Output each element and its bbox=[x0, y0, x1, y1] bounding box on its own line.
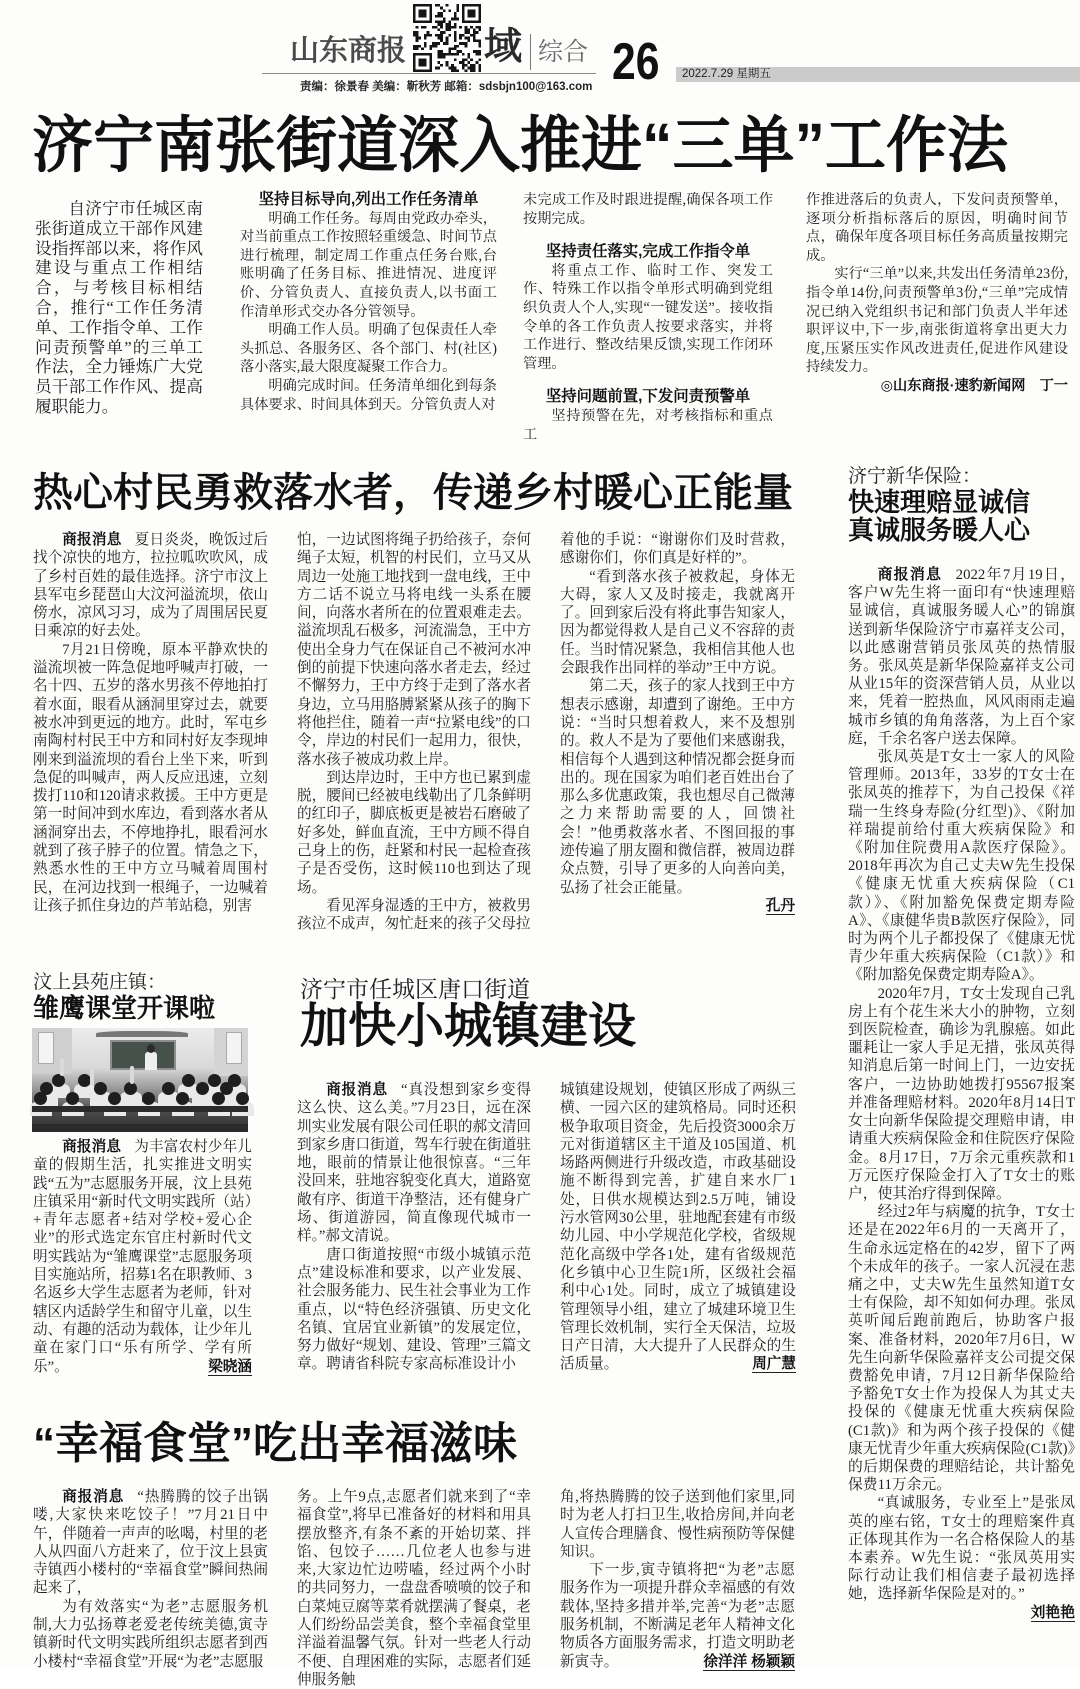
paragraph: “看到落水孩子被救起，身体无大碍，家人又及时接走，我就离开了。回到家后没有将此事告知家人，因为都觉得救人是自己义不容辞的责任。当时情况紧急，我相信其他人也会跟我作出同样的举动”王中方说。 bbox=[560, 568, 795, 677]
photo-desk-row bbox=[32, 1124, 248, 1132]
photo-student-head bbox=[196, 1082, 209, 1095]
classroom-photo bbox=[32, 1028, 248, 1132]
paragraph-text: 2022年7月19日，客户W先生将一面印有“快速理赔显诚信，真诚服务暖人心”的锦旗送到新华保险济宁市嘉祥支公司，以此感谢营销员张凤英的热情服务。张凤英是新华保险嘉祥支公司从业15年的资深营销人员，从业以来，凭着一腔热血，风风雨雨走遍城市乡镇的角角落落，为上百个家庭，千余名客户送去保障。 bbox=[848, 567, 1075, 747]
eagle-class-kicker: 汶上县苑庄镇： bbox=[33, 972, 167, 993]
photo-student-head bbox=[108, 1092, 121, 1105]
paragraph-continued: 未完成工作及时跟进提醒,确保各项工作按期完成。 bbox=[523, 192, 773, 227]
insurance-headline-line-1: 快速理赔显诚信 bbox=[848, 487, 1031, 517]
photo-student-head bbox=[162, 1082, 175, 1095]
photo-student-head bbox=[182, 1074, 195, 1087]
photo-student-head bbox=[142, 1092, 155, 1105]
photo-teacher bbox=[145, 1052, 157, 1070]
paragraph: 2020年7月，T女士发现自己乳房上有个花生米大小的肿物，立刻到医院检查，确诊为乳腺癌。如此噩耗让一家人手足无措，张凤英得知消息后第一时间上门，一边安抚客户，一边协助她拨打95567报案并准备理赔材料。2020年8月14日T女士向新华保险提交理赔申请，申请重大疾病保险金和住院医疗保险金。8月17日，7万余元重疾款和1万元医疗保险金打入了T女士的账户，使其治疗得到保障。 bbox=[848, 985, 1075, 1202]
paragraph bbox=[33, 531, 268, 641]
paragraph: 明确工作人员。明确了包保责任人牵头抓总、各服务区、各个部门、村(社区)落小落实,最大限度凝聚工作合力。 bbox=[240, 322, 497, 376]
town-headline: 加快小城镇建设 bbox=[300, 1000, 637, 1053]
paragraph: 将重点工作、临时工作、突发工作、特殊工作以指令单形式明确到党组织负责人个人,实现“一键发送”。接收指令单的各工作负责人按要求落实，并将工作进行、整改结果反馈,实现工作闭环管理。 bbox=[523, 262, 773, 372]
byline bbox=[848, 1604, 1075, 1622]
paragraph: 下一步,寅寺镇将把“为老”志愿服务作为一项提升群众幸福感的有效载体,坚持多措并举,完善“为老”志愿服务机制，不断满足老年人精神文化物质各方面服务需求，打造文明助老新寅寺。 bbox=[560, 1562, 795, 1670]
eagle-class-headline: 雏鹰课堂开课啦 bbox=[33, 993, 216, 1023]
masthead-rule bbox=[262, 73, 596, 74]
dateline: 商报消息 bbox=[62, 532, 122, 548]
paper-logo: 山东商报 bbox=[290, 35, 407, 67]
paragraph-text: 夏日炎炎，晚饭过后找个凉快的地方，拉拉呱吹吹风，成了乡村百姓的最佳选择。济宁市汶上县军屯乡琵琶山大汶河溢流坝，依山傍水，凉风习习，成为了周围居民夏日乘凉的好去处。 bbox=[33, 532, 268, 640]
section-glyph: 域 bbox=[484, 26, 523, 68]
photo-student-head bbox=[94, 1082, 107, 1095]
eagle-class-column bbox=[33, 1138, 252, 1380]
paragraph-text: 为丰富农村少年儿童的假期生活，扎实推进文明实践“五为”志愿服务开展，汶上县苑庄镇采用“新时代文明实践所（站）+青年志愿者+结对学校+爱心企业”的形式选定东官庄村新时代文明实践站为“雏鹰课堂”志愿服务项目实施站所，招募1名在职教师、3名返乡大学生志愿者为老师，针对辖区内适龄学生和留守儿童，以生动、有趣的活动为载体，让少年儿童在家门口“乐有所学、学有所乐”。 bbox=[33, 1139, 252, 1375]
paragraph-text: “热腾腾的饺子出锅喽,大家快来吃饺子！”7月21日中午，伴随着一声声的吆喝，村里的老人从四面八方赶来了，位于汶上县寅寺镇西小楼村的“幸福食堂”瞬间热闹起来了， bbox=[33, 1489, 268, 1597]
photo-raised-hand bbox=[90, 1068, 94, 1086]
byline-name: 孔丹 bbox=[765, 897, 795, 914]
photo-student-head bbox=[52, 1074, 65, 1087]
paragraph: 7月21日傍晚，原本平静欢快的溢流坝被一阵急促地呼喊声打破，一名十四、五岁的落水男孩不停地拍打着水面，眼看从涵洞里穿过去，就要被水冲到更远的地方。此时，军屯乡南陶村村民王中方和同村好友李现坤刚来到溢流坝的看台上坐下来，听到急促的叫喊声，两人反应迅速，立刻拨打110和120请求救援。王中方更是第一时间冲到水库边，看到落水者从涵洞穿出去，不停地挣扎，眼看河水就到了孩子脖子的位置。情急之下，熟悉水性的王中方立马喊着周围村民，在河边找到一根绳子，一边喊着让孩子抓住身边的芦苇站稳，别害 bbox=[33, 641, 268, 914]
dateline: 商报消息 bbox=[877, 567, 943, 583]
page-number: 26 bbox=[612, 33, 660, 91]
section-heading: 坚持问题前置,下发问责预警单 bbox=[545, 388, 751, 406]
paragraph-continued: 着他的手说：“谢谢你们及时营救，感谢你们，你们真是好样的”。 bbox=[560, 532, 795, 567]
rescue-column-2 bbox=[297, 531, 531, 933]
byline-name: 徐洋洋 杨颖颖 bbox=[703, 1653, 795, 1670]
paragraph: 看见浑身湿透的王中方，被救男孩泣不成声，匆忙赶来的孩子父母拉 bbox=[297, 897, 531, 933]
photo-student-head bbox=[212, 1092, 225, 1105]
photo-window bbox=[38, 1032, 54, 1064]
byline bbox=[560, 897, 795, 915]
lead-intro-paragraph: 自济宁市任城区南张街道成立干部作风建设指挥部以来，将作风建设与重点工作相结合，与考核目标相结合，推行“工作任务清单、工作指令单、工作问责预警单”的三单工作法，全力锤炼广大党员干部工作作风、提高履职能力。 bbox=[35, 199, 203, 416]
dateline: 商报消息 bbox=[326, 1082, 388, 1098]
canteen-headline: “幸福食堂”吃出幸福滋味 bbox=[33, 1419, 517, 1468]
photo-banner bbox=[96, 1031, 188, 1037]
paragraph bbox=[848, 566, 1075, 748]
lead-column-4 bbox=[806, 191, 1068, 415]
paragraph-continued: 务。上午9点,志愿者们就来到了“幸福食堂”,将早已准备好的材料和用具摆放整齐,有条不紊的开始切菜、拌馅、包饺子……几位老人也参与进来,大家边忙边唠嗑，经过两个小时的共同努力，一盘盘香喷喷的饺子和白菜炖豆腐等菜肴就摆满了餐桌，老人们纷纷品尝美食，整个幸福食堂里洋溢着温馨气氛。针对一些老人行动不便、自理困难的实际，志愿者们延伸服务触 bbox=[297, 1489, 531, 1688]
paragraph-text: “真没想到家乡变得这么快、这么美。”7月23日，远在深圳实业发展有限公司任职的郝文清回到家乡唐口街道，驾车行驶在街道驻地，眼前的情景让他很惊喜。“三年没回来，驻地容貌变化真大，道路宽敞有序、街道干净整洁，还有健身广场、街道游园，简直像现代城市一样。”郝文清说。 bbox=[297, 1082, 531, 1245]
canteen-column-3 bbox=[560, 1488, 795, 1668]
dateline: 商报消息 bbox=[62, 1489, 125, 1505]
insurance-kicker: 济宁新华保险： bbox=[848, 466, 982, 487]
town-column-2 bbox=[560, 1081, 796, 1393]
paragraph: 明确完成时间。任务清单细化到每条具体要求、时间具体到天。分管负责人对 bbox=[240, 377, 497, 413]
dateline: 商报消息 bbox=[62, 1139, 122, 1155]
section-heading: 坚持目标导向,列出工作任务清单 bbox=[258, 191, 479, 208]
paragraph: 经过2年与病魔的抗争，T女士还是在2022年6月的一天离开了，生命永远定格在的42岁，留下了两个未成年的孩子。一家人沉浸在悲痛之中，丈夫W先生虽然知道T女士有保险，却不知如何办理。张凤英听闻后跑前跑后，协助客户报案、准备材料，2020年7月6日，W先生向新华保险嘉祥支公司提交保费豁免申请，7月12日新华保险给予豁免T女士作为投保人为其丈夫投保的《健康无忧重大疾病保险(C1款)》和为两个孩子投保的《健康无忧青少年重大疾病保险(C1款)》的后期保费的理赔结论，共计豁免保费11万余元。 bbox=[848, 1204, 1075, 1494]
paragraph: 唐口街道按照“市级小城镇示范点”建设标准和要求，以产业发展、社会服务能力、民生社会事业为工作重点，以“特色经济强镇、历史文化名镇、宜居宜业新镇”的发展定位，努力做好“规划、建设、管理”三篇文章。聘请省科院专家高标准设计小 bbox=[297, 1246, 531, 1373]
canteen-column-2 bbox=[297, 1488, 531, 1688]
lead-intro-column bbox=[35, 199, 203, 416]
paragraph bbox=[33, 1488, 268, 1598]
qr-code-icon bbox=[413, 4, 481, 72]
lead-column-2 bbox=[240, 191, 497, 415]
photo-raised-hand bbox=[60, 1058, 64, 1076]
paragraph bbox=[297, 1081, 531, 1246]
photo-window bbox=[226, 1032, 242, 1064]
photo-student-head bbox=[176, 1092, 189, 1105]
paragraph: 实行“三单”以来,共发出任务清单23份,指令单14份,问责预警单3份,“三单”完成情况已纳入党组织书记和部门负责人半年述职评议中,下一步,南张街道将拿出更大力度,压紧压实作风改进责任,促进作风建设持续发力。 bbox=[806, 266, 1068, 376]
photo-student-head bbox=[236, 1092, 249, 1105]
photo-credit: ◎山东商报·速豹新闻网 丁一 bbox=[880, 377, 1068, 394]
paragraph-continued: 城镇建设规划，使镇区形成了两纵三横、一园六区的建筑格局。同时还积极争取项目资金，先后投资3000余万元对街道辖区主干道及105国道、机场路两侧进行升级改造，市政基础设施不断得到完善，扩建自来水厂1处，日供水规模达到2.5万吨，铺设污水管网30公里，驻地配套建有市级幼儿园、中小学规范化学校，省级规范化高级中学各1处，建有省级规范化乡镇中心卫生院1所，区级社会福利中心1处。同时，成立了城镇建设管理领导小组，建立了城建环境卫生管理长效机制，实行全天保洁，垃圾日产日清，大大提升了人民群众的生活质量。 bbox=[560, 1082, 796, 1373]
issue-date: 2022.7.29 星期五 bbox=[682, 68, 771, 80]
paragraph: “真诚服务，专业至上”是张凤英的座右铭，T女士的理赔案件真正体现其作为一名合格保险人的基本素养。W先生说：“张凤英用实际行动让我们相信妻子最初选择她，选择新华保险是对的。” bbox=[848, 1495, 1075, 1603]
paragraph bbox=[33, 1138, 252, 1376]
paragraph: 第二天，孩子的家人找到王中方想表示感谢，却遭到了谢绝。王中方说：“当时只想着救人，来不及想别的。救人不是为了要他们来感谢我，相信每个人遇到这种情况都会挺身而出的。现在国家为咱们老百姓出台了那么多优惠政策，我也想尽自己微薄之力来帮助需要的人，回馈社会！”他勇救落水者、不图回报的事迹传遍了朋友圈和微信群，被周边群众点赞，引导了更多的人向善向美，弘扬了社会正能量。 bbox=[560, 678, 795, 896]
paragraph: 到达岸边时，王中方也已累到虚脱，腰间已经被电线勒出了几条鲜明的红印子，脚底板更是被岩石磨破了好多处，鲜血直流，王中方顾不得自己身上的伤，赶紧和村民一起检查孩子是否受伤，这时候110也到达了现场。 bbox=[297, 769, 531, 896]
insurance-column bbox=[848, 566, 1075, 1666]
section-name: 综合 bbox=[538, 38, 589, 66]
photo-student-head bbox=[208, 1074, 221, 1087]
paragraph-continued: 作推进落后的负责人，下发问责预警单，逐项分析指标落后的原因，明确时间节点，确保年度各项目标任务高质量按期完成。 bbox=[806, 192, 1068, 264]
qr-modules bbox=[413, 4, 481, 72]
paragraph-continued: 角,将热腾腾的饺子送到他们家里,同时为老人打扫卫生,收拾房间,并向老人宣传合理膳食、慢性病预防等保健知识。 bbox=[560, 1489, 795, 1560]
editor-line: 责编：徐景春 美编：靳秋芳 邮箱：sdsbjn100@163.com bbox=[300, 81, 593, 93]
photo-desk-row bbox=[32, 1106, 248, 1112]
masthead-divider bbox=[530, 34, 531, 70]
photo-student-head bbox=[34, 1092, 47, 1105]
photo-teacher-head bbox=[147, 1044, 155, 1053]
section-heading: 坚持责任落实,完成工作指令单 bbox=[545, 243, 751, 261]
town-kicker: 济宁市任城区唐口街道 bbox=[300, 976, 530, 1002]
town-column-1 bbox=[297, 1081, 531, 1393]
date-bar bbox=[676, 67, 1080, 82]
photo-student-head bbox=[124, 1082, 137, 1095]
byline-name: 梁晓涵 bbox=[208, 1358, 252, 1375]
byline-name: 刘艳艳 bbox=[1030, 1604, 1075, 1621]
lead-column-3 bbox=[523, 191, 773, 443]
insurance-headline-line-2: 真诚服务暖人心 bbox=[848, 515, 1031, 545]
rescue-column-1 bbox=[33, 531, 268, 916]
paragraph: 明确工作任务。每周由党政办牵头，对当前重点工作按照轻重缓急、时间节点进行梳理，制定周工作重点任务台账,台账明确了任务目标、推进情况、进度评价、分管负责人、直接负责人,以书面工作清单形式交办各分管领导。 bbox=[240, 210, 497, 320]
photo-student-head bbox=[66, 1092, 79, 1105]
canteen-column-1 bbox=[33, 1488, 268, 1668]
byline-name: 周广慧 bbox=[752, 1356, 796, 1373]
photo-raised-hand bbox=[130, 1066, 134, 1084]
rescue-headline: 热心村民勇救落水者，传递乡村暖心正能量 bbox=[33, 471, 793, 515]
lead-headline: 济宁南张街道深入推进“三单”工作法 bbox=[32, 111, 1009, 179]
paragraph: 为有效落实“为老”志愿服务机制,大力弘扬尊老爱老传统美德,寅寺镇新时代文明实践所组织志愿者到西小楼村“幸福食堂”开展“为老”志愿服 bbox=[33, 1598, 268, 1670]
paragraph: 坚持预警在先，对考核指标和重点工 bbox=[523, 407, 773, 443]
rescue-column-3 bbox=[560, 531, 795, 916]
photo-blackboard bbox=[110, 1040, 176, 1070]
paragraph: 张凤英是T女士一家人的风险管理师。2013年，33岁的T女士在张凤英的推荐下，为自己投保《祥瑞一生终身寿险(分红型)》、《附加祥瑞提前给付重大疾病保险》和《附加住院费用A款医疗保险》。2018年再次为自己丈夫W先生投保《健康无忧重大疾病保险（C1款）》、《附加豁免保费定期寿险A》、《康健华贵B款医疗保险》，同时为两个儿子都投保了《健康无忧青少年重大疾病保险（C1款）》和《附加豁免保费定期寿险A》。 bbox=[848, 749, 1075, 984]
paragraph-continued: 怕，一边试图将绳子扔给孩子，奈何绳子太短，机智的村民们，立马又从周边一处施工地找到一盘电线，王中方二话不说立马将电线一头系在腰间，向落水者所在的位置艰难走去。溢流坝乱石极多，河流湍急，王中方使出全身力气在保证自己不被河水冲倒的前提下快速向落水者走去，经过不懈努力，王中方终于走到了落水者身边，立马用胳膊紧紧从孩子的胸下将他拦住，随着一声“拉紧电线”的口令，岸边的村民们一起用力，很快，落水孩子被成功救上岸。 bbox=[297, 532, 531, 768]
